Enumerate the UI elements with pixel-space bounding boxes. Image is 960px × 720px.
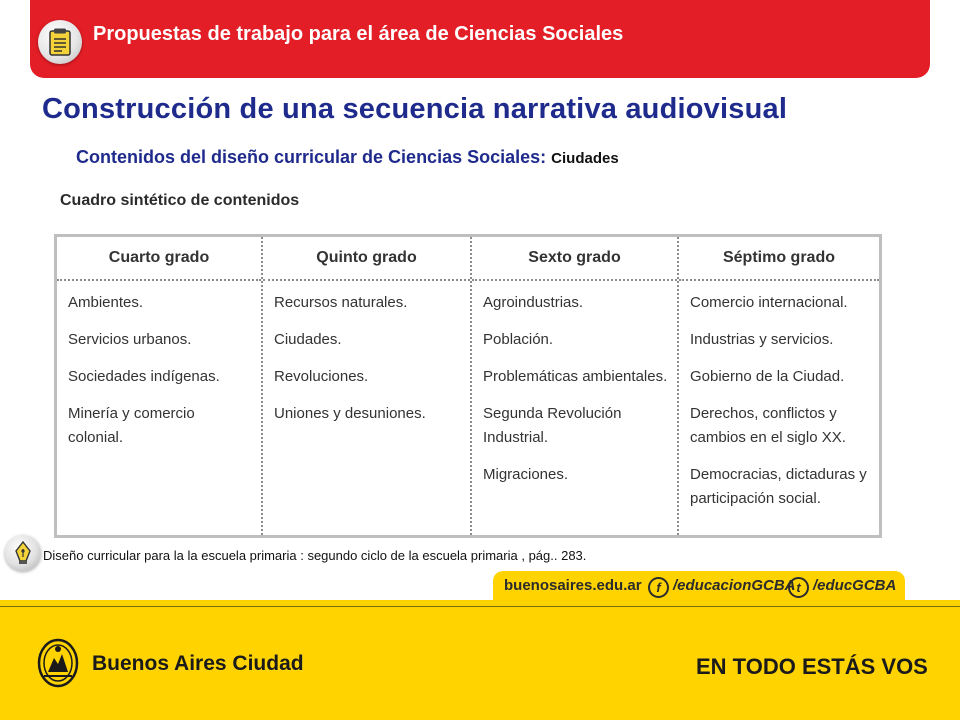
- slogan: EN TODO ESTÁS VOS: [696, 654, 928, 679]
- page-title: Construcción de una secuencia narrativa audiovisual: [42, 93, 788, 125]
- city-name: Buenos Aires Ciudad: [92, 652, 304, 675]
- twitter-link[interactable]: /educGCBA: [813, 577, 897, 594]
- pen-nib-icon: [5, 535, 41, 571]
- list-item: Uniones y desuniones.: [274, 405, 426, 422]
- list-item: Sociedades indígenas.: [68, 368, 220, 385]
- page-subtitle: [76, 147, 619, 168]
- list-item: Migraciones.: [483, 466, 569, 483]
- column-header: Cuarto grado: [57, 237, 261, 281]
- list-item: Democracias, dictaduras y participación social.: [690, 466, 867, 507]
- subtitle-topic: Ciudades: [551, 150, 619, 167]
- footer-divider: [0, 606, 960, 607]
- column-quinto-grado: [261, 237, 470, 535]
- column-header: Séptimo grado: [679, 237, 879, 281]
- list-item: Gobierno de la Ciudad.: [690, 368, 845, 385]
- list-item: Comercio internacional.: [690, 294, 848, 311]
- list-item: Recursos naturales.: [274, 294, 408, 311]
- contents-table: [54, 234, 882, 538]
- list-item: Ambientes.: [68, 294, 144, 311]
- list-item: Industrias y servicios.: [690, 331, 834, 348]
- subtitle-text: Contenidos del diseño curricular de Ciencias Sociales:: [76, 147, 547, 167]
- table-heading: Cuadro sintético de contenidos: [60, 192, 300, 209]
- list-item: Problemáticas ambientales.: [483, 368, 668, 385]
- column-cuarto-grado: [57, 237, 261, 535]
- list-item: Derechos, conflictos y cambios en el siglo XX.: [690, 405, 846, 446]
- header-title: Propuestas de trabajo para el área de Ciencias Sociales: [93, 23, 624, 45]
- list-item: Minería y comercio colonial.: [68, 405, 195, 446]
- column-sexto-grado: [470, 237, 677, 535]
- website-link[interactable]: buenosaires.edu.ar: [504, 577, 642, 594]
- column-header: Quinto grado: [263, 237, 470, 281]
- city-crest-icon: [36, 638, 80, 693]
- facebook-icon: f: [648, 577, 669, 598]
- list-item: Segunda Revolución Industrial.: [483, 405, 622, 446]
- footer: [0, 600, 960, 720]
- list-item: Ciudades.: [274, 331, 342, 348]
- facebook-link[interactable]: /educacionGCBA: [673, 577, 796, 594]
- list-item: Población.: [483, 331, 554, 348]
- list-item: Agroindustrias.: [483, 294, 584, 311]
- list-item: Servicios urbanos.: [68, 331, 192, 348]
- social-links-tab: [493, 571, 905, 601]
- source-note: Diseño curricular para la la escuela primaria : segundo ciclo de la escuela primaria , pág.. 283.: [43, 548, 587, 563]
- column-header: Sexto grado: [472, 237, 677, 281]
- column-septimo-grado: [677, 237, 879, 535]
- twitter-icon: t: [788, 577, 809, 598]
- list-item: Revoluciones.: [274, 368, 369, 385]
- notepad-icon: [38, 20, 82, 64]
